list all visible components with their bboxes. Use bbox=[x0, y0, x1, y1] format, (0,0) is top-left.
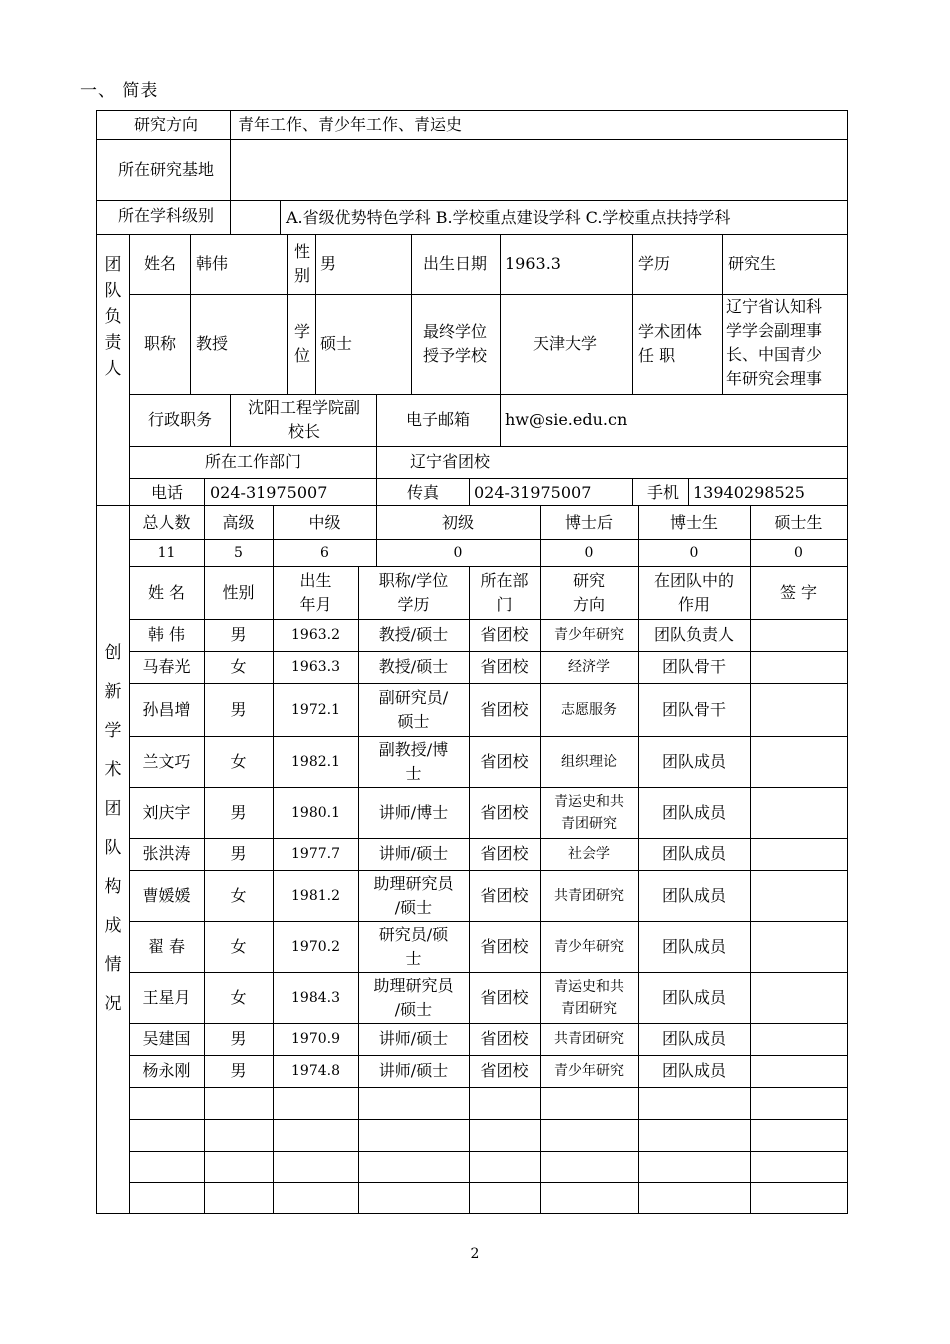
member-cell: 女 bbox=[230, 657, 247, 676]
member-cell: 省团校 bbox=[480, 657, 529, 676]
grid-line bbox=[129, 446, 847, 447]
leader-school-label: 最终学位 授予学校 bbox=[422, 322, 487, 365]
member-cell: 助理研究员 /硕士 bbox=[373, 975, 454, 1019]
member-cell: 男 bbox=[230, 699, 247, 719]
team-section-label: 创 新 学 术 团 队 构 成 情 况 bbox=[104, 643, 122, 1014]
member-cell: 副教授/博 士 bbox=[378, 739, 449, 783]
leader-email-label: 电子邮箱 bbox=[405, 410, 470, 429]
member-cell bbox=[750, 736, 847, 787]
leader-dept-value: 辽宁省团校 bbox=[410, 452, 491, 471]
member-cell: 男 bbox=[230, 1029, 247, 1048]
member-cell: 社会学 bbox=[568, 846, 610, 862]
member-header-cell: 姓 名 bbox=[147, 582, 186, 602]
grid-line bbox=[129, 1119, 847, 1120]
leader-academic-value: 辽宁省认知科 学学会副理事 长、中国青少 年研究会理事 bbox=[726, 297, 823, 388]
member-cell: 青少年研究 bbox=[554, 1063, 624, 1079]
member-cell: 王星月 bbox=[142, 987, 191, 1007]
member-cell: 教授/硕士 bbox=[378, 657, 449, 676]
stats-value-cell: 6 bbox=[320, 544, 329, 561]
stats-value-cell: 5 bbox=[234, 544, 243, 561]
leader-academic-label: 学术团体 任 职 bbox=[638, 322, 703, 365]
member-cell: 兰文巧 bbox=[142, 751, 191, 771]
member-cell bbox=[750, 838, 847, 870]
member-cell: 1981.2 bbox=[291, 887, 340, 904]
grid-line bbox=[500, 394, 501, 446]
member-header-cell: 签 字 bbox=[779, 582, 818, 602]
member-cell: 省团校 bbox=[480, 802, 529, 822]
member-cell: 助理研究员 /硕士 bbox=[373, 873, 454, 917]
leader-phone-label: 电话 bbox=[150, 483, 183, 502]
member-cell: 讲师/硕士 bbox=[378, 1061, 449, 1080]
stats-header-cell: 博士后 bbox=[564, 512, 613, 532]
stats-value-cell: 0 bbox=[689, 544, 699, 561]
leader-mobile-label: 手机 bbox=[646, 483, 679, 502]
grid-line bbox=[190, 234, 191, 394]
leader-birth-value: 1963.3 bbox=[505, 254, 561, 273]
member-cell: 1977.7 bbox=[291, 846, 340, 862]
stats-header-cell: 总人数 bbox=[142, 512, 191, 532]
member-cell bbox=[750, 1055, 847, 1087]
grid-line bbox=[632, 234, 633, 394]
grid-line bbox=[129, 394, 847, 395]
stats-header-cell: 硕士生 bbox=[774, 512, 823, 532]
member-header-cell: 研究 方向 bbox=[572, 570, 605, 614]
member-cell: 共青团研究 bbox=[554, 1031, 624, 1047]
member-cell: 省团校 bbox=[480, 844, 529, 863]
leader-name-label: 姓名 bbox=[143, 254, 176, 273]
member-cell: 马春光 bbox=[142, 657, 191, 676]
member-cell: 团队成员 bbox=[661, 802, 726, 822]
member-cell: 1970.2 bbox=[291, 938, 340, 955]
leader-fax-value: 024-31975007 bbox=[474, 483, 592, 502]
member-cell: 省团校 bbox=[480, 1061, 529, 1080]
member-cell: 1984.3 bbox=[291, 989, 340, 1006]
member-cell: 孙昌增 bbox=[142, 699, 191, 719]
stats-header-cell: 高级 bbox=[222, 512, 255, 532]
member-header-cell: 在团队中的 作用 bbox=[653, 570, 734, 614]
research-base-label: 所在研究基地 bbox=[117, 160, 214, 179]
section-heading: 一、 简表 bbox=[80, 81, 159, 101]
member-cell: 1974.8 bbox=[291, 1063, 340, 1079]
member-cell: 讲师/博士 bbox=[378, 802, 449, 822]
grid-line bbox=[97, 234, 847, 235]
member-cell: 共青团研究 bbox=[554, 887, 624, 904]
member-cell: 曹媛媛 bbox=[142, 885, 191, 905]
member-cell: 团队成员 bbox=[661, 987, 726, 1007]
leader-email-value: hw@sie.edu.cn bbox=[505, 410, 628, 429]
member-cell: 青运史和共 青团研究 bbox=[554, 793, 624, 832]
grid-line bbox=[129, 478, 847, 479]
member-cell: 经济学 bbox=[568, 659, 610, 675]
leader-title-value: 教授 bbox=[196, 334, 229, 353]
leader-degree-value: 硕士 bbox=[320, 334, 353, 353]
stats-value-cell: 0 bbox=[794, 544, 803, 561]
page-number: 2 bbox=[470, 1246, 480, 1262]
grid-line bbox=[129, 1151, 847, 1152]
member-cell: 男 bbox=[230, 844, 247, 863]
member-cell: 1963.3 bbox=[291, 659, 340, 675]
grid-line bbox=[376, 446, 377, 478]
member-cell: 男 bbox=[230, 802, 247, 822]
member-cell: 1982.1 bbox=[291, 753, 340, 770]
grid-line bbox=[97, 139, 847, 140]
grid-line bbox=[129, 1182, 847, 1183]
member-cell bbox=[750, 619, 847, 651]
member-cell: 副研究员/ 硕士 bbox=[378, 687, 449, 731]
member-cell: 志愿服务 bbox=[561, 701, 617, 718]
member-cell: 青少年研究 bbox=[554, 627, 624, 643]
member-cell: 省团校 bbox=[480, 987, 529, 1007]
grid-line bbox=[500, 234, 501, 394]
member-cell: 组织理论 bbox=[561, 753, 617, 770]
leader-mobile-value: 13940298525 bbox=[693, 483, 805, 502]
member-cell: 团队成员 bbox=[661, 751, 726, 771]
leader-admin-value: 沈阳工程学院副 校长 bbox=[247, 398, 360, 441]
member-cell: 讲师/硕士 bbox=[378, 844, 449, 863]
grid-line bbox=[287, 234, 288, 394]
member-cell: 男 bbox=[230, 625, 247, 644]
member-cell: 省团校 bbox=[480, 936, 529, 956]
leader-dept-label: 所在工作部门 bbox=[204, 452, 301, 471]
research-direction-label: 研究方向 bbox=[133, 115, 198, 134]
stats-header-cell: 中级 bbox=[308, 512, 341, 532]
member-cell: 张洪涛 bbox=[142, 844, 191, 863]
member-cell: 教授/硕士 bbox=[378, 625, 449, 644]
member-cell: 翟 春 bbox=[147, 936, 186, 956]
member-cell: 刘庆宇 bbox=[142, 802, 191, 822]
research-direction-value: 青年工作、青少年工作、青运史 bbox=[238, 115, 463, 134]
member-cell: 女 bbox=[230, 751, 247, 771]
member-cell bbox=[750, 683, 847, 736]
member-cell: 团队成员 bbox=[661, 1061, 726, 1080]
grid-line bbox=[722, 234, 723, 394]
stats-value-cell: 0 bbox=[584, 544, 594, 561]
member-cell: 女 bbox=[230, 885, 247, 905]
member-cell: 1970.9 bbox=[291, 1031, 340, 1047]
member-cell bbox=[750, 921, 847, 972]
grid-line bbox=[97, 200, 847, 201]
member-cell: 省团校 bbox=[480, 699, 529, 719]
member-cell: 团队成员 bbox=[661, 936, 726, 956]
member-cell: 团队骨干 bbox=[661, 699, 726, 719]
discipline-label: 所在学科级别 bbox=[117, 206, 214, 225]
grid-line bbox=[315, 234, 316, 394]
member-header-cell: 职称/学位 学历 bbox=[378, 570, 449, 614]
grid-line bbox=[632, 478, 633, 505]
member-header-cell: 所在部 门 bbox=[480, 570, 529, 614]
leader-admin-label: 行政职务 bbox=[147, 410, 212, 429]
leader-title-label: 职称 bbox=[143, 334, 176, 353]
member-cell bbox=[750, 1023, 847, 1055]
member-cell: 团队成员 bbox=[661, 885, 726, 905]
stats-value-cell: 0 bbox=[453, 544, 463, 561]
leader-name-value: 韩伟 bbox=[196, 254, 229, 273]
leader-fax-label: 传真 bbox=[406, 483, 439, 502]
grid-line bbox=[204, 478, 205, 505]
discipline-value: A.省级优势特色学科 B.学校重点建设学科 C.学校重点扶持学科 bbox=[286, 208, 731, 227]
member-cell: 团队成员 bbox=[661, 844, 726, 863]
member-cell bbox=[750, 972, 847, 1023]
member-cell bbox=[750, 651, 847, 683]
member-cell bbox=[750, 870, 847, 921]
leader-section-label: 团 队 负 责 人 bbox=[104, 255, 122, 379]
member-cell: 吴建国 bbox=[142, 1029, 191, 1048]
member-cell: 杨永刚 bbox=[142, 1061, 191, 1080]
leader-school-value: 天津大学 bbox=[532, 334, 597, 353]
member-cell: 团队骨干 bbox=[661, 657, 726, 676]
member-cell: 团队负责人 bbox=[653, 625, 734, 644]
member-cell: 省团校 bbox=[480, 625, 529, 644]
leader-gender-label: 性 别 bbox=[293, 242, 310, 285]
stats-header-cell: 博士生 bbox=[669, 512, 718, 532]
leader-degree-label: 学 位 bbox=[293, 322, 310, 365]
member-header-cell: 性别 bbox=[222, 582, 255, 602]
member-cell: 1963.2 bbox=[291, 627, 340, 643]
member-cell: 研究员/硕 士 bbox=[378, 924, 449, 968]
grid-line bbox=[280, 200, 281, 234]
member-cell: 讲师/硕士 bbox=[378, 1029, 449, 1048]
member-cell: 女 bbox=[230, 936, 247, 956]
stats-value-cell: 11 bbox=[157, 544, 176, 561]
leader-education-value: 研究生 bbox=[728, 254, 777, 273]
member-header-cell: 出生 年月 bbox=[299, 570, 332, 614]
leader-education-label: 学历 bbox=[638, 254, 671, 273]
grid-line bbox=[469, 478, 470, 505]
member-cell: 1980.1 bbox=[291, 804, 340, 821]
member-cell: 青运史和共 青团研究 bbox=[554, 978, 624, 1017]
member-cell: 省团校 bbox=[480, 751, 529, 771]
leader-gender-value: 男 bbox=[320, 254, 337, 273]
member-cell: 韩 伟 bbox=[147, 625, 186, 644]
grid-line bbox=[129, 1087, 847, 1088]
member-cell: 省团校 bbox=[480, 1029, 529, 1048]
member-cell: 团队成员 bbox=[661, 1029, 726, 1048]
member-cell: 青少年研究 bbox=[554, 938, 624, 955]
member-cell: 省团校 bbox=[480, 885, 529, 905]
stats-header-cell: 初级 bbox=[441, 512, 474, 532]
grid-line bbox=[688, 478, 689, 505]
member-cell: 1972.1 bbox=[291, 701, 340, 718]
leader-birth-label: 出生日期 bbox=[422, 254, 487, 273]
member-cell: 女 bbox=[230, 987, 247, 1007]
grid-line bbox=[230, 394, 231, 446]
member-cell: 男 bbox=[230, 1061, 247, 1080]
leader-phone-value: 024-31975007 bbox=[210, 483, 328, 502]
member-cell bbox=[750, 787, 847, 838]
